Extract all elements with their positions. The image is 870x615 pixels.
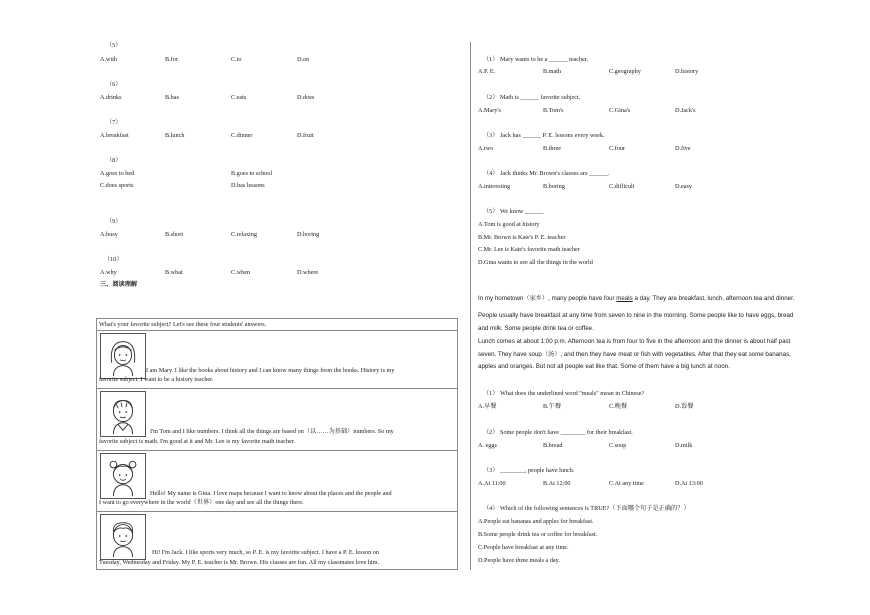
passage-paragraph: In my hometown（家乡）, many people have four meals a day. They are breakfast, lunch, afternoon tea and dinner. [478,295,795,302]
passage-paragraph: Lunch comes at about 1:00 p.m. Afternoon tea is from four to five in the afternoon and the dinner is about half past seven. They have soup（汤）, and then they have meat or fish with vegetables. After that they eat some bananas, apples and oranges. But not all people eat like that. Some of them have a big lunch at noon. [478,338,791,370]
question-stem: （1） What does the underlined word "meals" mean in Chinese? [483,390,645,397]
student-text: I want to go everywhere in the world（世界）one day and see all the things there. [99,499,304,506]
question-stem: （2） Some people don't have ________ for their breakfast. [483,429,633,436]
boy-face-icon [101,515,145,559]
question-stem: （1） Mary wants to be a ______ teacher. [483,56,589,63]
option-a[interactable]: A.busy [100,231,118,238]
option-a[interactable]: A.People eat bananas and apples for breakfast. [478,518,594,525]
option-b[interactable]: B.math [543,68,562,75]
question-stem: （3） Jack has ______ P. E. lessons every week. [483,132,605,139]
student-text: I am Mary. I like the books about history and I can know many things from the books. History is my [146,367,395,374]
option-a[interactable]: A.breakfast [100,132,129,139]
option-a[interactable]: A.drinks [100,94,122,101]
passage-paragraph: People usually have breakfast at any time from seven to nine in the morning. Some people like to have eggs, bread and milk. Some people drink tea or coffee. [478,312,794,332]
girl-face-icon [101,454,145,498]
option-d[interactable]: D.where [297,269,319,276]
option-c[interactable]: C.People have breakfast at any time. [478,544,569,551]
question-stem: （2） Math is ______ favorite subject. [483,94,581,101]
option-b[interactable]: B.lunch [165,132,185,139]
option-a[interactable]: A.interesting [478,183,511,190]
option-a[interactable]: A. eggs [478,442,497,449]
box-divider [96,511,458,512]
option-c[interactable]: C.At any time [609,480,644,487]
option-d[interactable]: D.fruit [297,132,314,139]
student-text: Hello! My name is Gina. I love maps because I want to know about the places and the people and [150,490,392,497]
student-text: Hi! I'm Jack. I like sports very much, so P. E. is my favorite subject. I have a P. E. lesson on [152,549,379,556]
question-number: （5） [106,42,122,49]
option-b[interactable]: B.午餐 [543,403,562,410]
option-b[interactable]: B.short [165,231,184,238]
box-divider [96,450,458,451]
option-a[interactable]: A.At 11:00 [478,480,506,487]
option-c[interactable]: C.to [231,56,242,63]
option-a[interactable]: A.with [100,56,118,63]
option-c[interactable]: C.Mr. Lee is Kate's favorite math teacher [478,246,580,253]
boy-face-icon [101,392,145,436]
option-d[interactable]: D.has lessons [231,182,265,189]
tom-portrait [100,391,146,437]
option-b[interactable]: B.At 12:00 [543,480,571,487]
student-text: I'm Tom and I like numbers. I think all the things are based on（以……为基础）numbers. So my [150,428,394,435]
option-c[interactable]: C.four [609,145,625,152]
option-c[interactable]: C.soup [609,442,627,449]
question-number: （6） [106,81,122,88]
option-b[interactable]: B.boring [543,183,565,190]
option-b[interactable]: B.for [165,56,178,63]
option-b[interactable]: B.Some people drink tea or coffee for breakfast. [478,531,598,538]
option-d[interactable]: D.milk [675,442,693,449]
student-text: favorite subject. I want to be a history teacher. [99,376,214,383]
option-a[interactable]: A.早餐 [478,403,497,410]
question-number: （7） [106,119,122,126]
option-b[interactable]: B.what [165,269,183,276]
option-c[interactable]: C.relaxing [231,231,257,238]
option-d[interactable]: D.Jack's [675,107,696,114]
option-a[interactable]: A.why [100,269,117,276]
gina-portrait [100,453,146,499]
question-number: （9） [106,218,122,225]
reading-intro: What's your favorite subject? Let's see these four students' answers. [99,321,267,328]
section-title: 三、阅读理解 [100,281,138,288]
option-b[interactable]: B.three [543,145,562,152]
student-text: favorite subject is math. I'm good at it and Mr. Lee is my favorite math teacher. [99,438,295,445]
question-stem: （4） Jack thinks Mr. Brown's classes are ______. [483,170,610,177]
column-divider [470,42,471,570]
option-d[interactable]: D.on [297,56,310,63]
option-d[interactable]: D.five [675,145,691,152]
option-c[interactable]: C.晚餐 [609,403,628,410]
question-stem: （4） Which of the following sentences is TRUE?（下面哪个句子是正确的？） [483,505,690,512]
option-c[interactable]: C.when [231,269,251,276]
option-d[interactable]: D.At 13:00 [675,480,703,487]
option-d[interactable]: D.history [675,68,699,75]
underlined-word: meals [616,295,633,302]
mary-portrait [100,333,146,379]
option-d[interactable]: D.easy [675,183,693,190]
option-a[interactable]: A.Mary's [478,107,501,114]
option-d[interactable]: D.does [297,94,315,101]
option-c[interactable]: C.dinner [231,132,253,139]
option-b[interactable]: B.bread [543,442,563,449]
option-a[interactable]: A.Tom is good at history [478,221,540,228]
option-b[interactable]: B.has [165,94,179,101]
option-b[interactable]: B.goes to school [231,170,273,177]
option-c[interactable]: C.geography [609,68,641,75]
option-d[interactable]: D.饭餐 [675,403,694,410]
option-a[interactable]: A.goes to bed [100,170,135,177]
question-number: （10） [104,256,123,263]
question-stem: （3） ________, people have lunch. [483,467,575,474]
option-d[interactable]: D.Gina wants to see all the things in the world [478,259,593,266]
option-c[interactable]: C.Gina's [609,107,631,114]
option-a[interactable]: A.P. E. [478,68,496,75]
box-divider [96,330,458,331]
question-stem: （5） We know ______ [483,208,544,215]
option-a[interactable]: A.two [478,145,494,152]
option-c[interactable]: C.difficult [609,183,635,190]
option-c[interactable]: C.eats [231,94,247,101]
option-b[interactable]: B.Tom's [543,107,564,114]
box-divider [96,388,458,389]
option-d[interactable]: D.boring [297,231,320,238]
option-d[interactable]: D.People have three meals a day. [478,557,560,564]
girl-face-icon [101,334,145,378]
question-number: （8） [106,157,122,164]
option-c[interactable]: C.does sports [100,182,134,189]
option-b[interactable]: B.Mr. Brown is Kate's P. E. teacher [478,234,566,241]
student-text: Tuesday, Wednesday and Friday. My P. E. teacher is Mr. Brown. His classes are fun. All my classmates love him. [99,559,380,566]
jack-portrait [100,514,146,560]
